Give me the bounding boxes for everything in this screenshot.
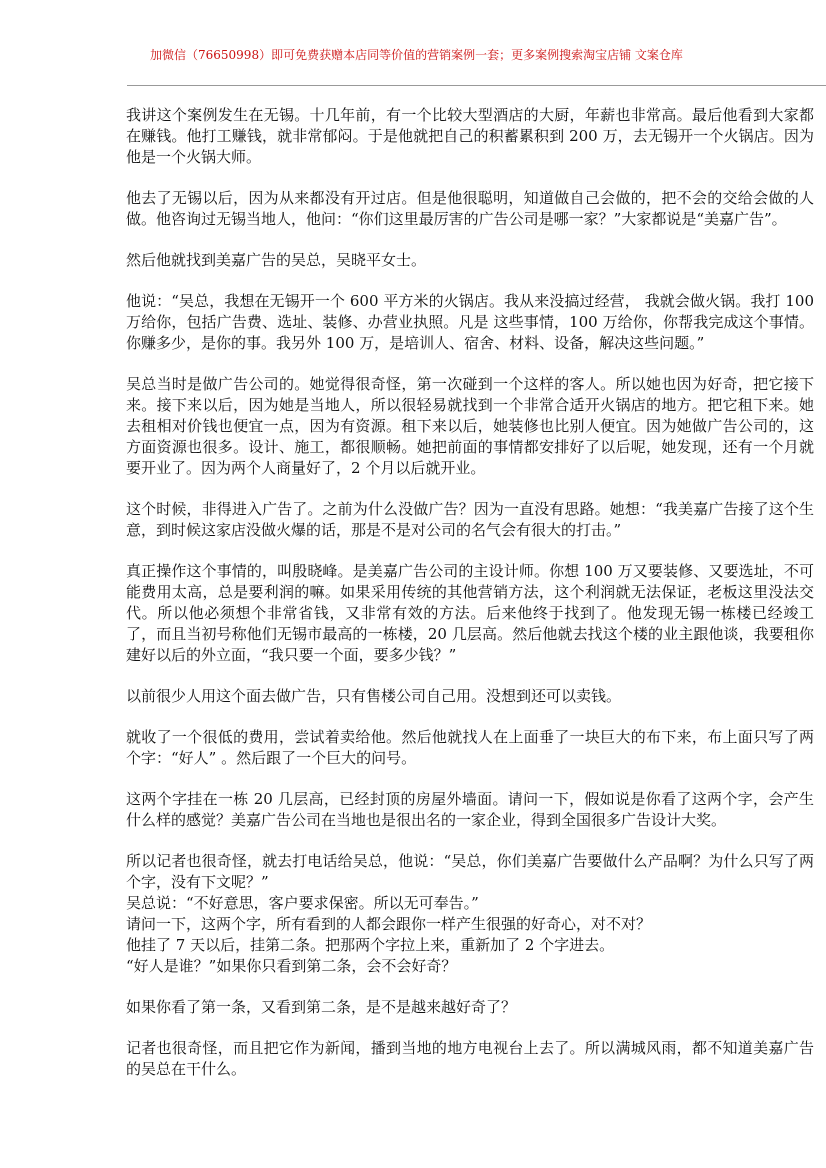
dialogue-line: 所以记者也很奇怪，就去打电话给吴总，他说：“吴总，你们美嘉广告要做什么产品啊？为什么只写了两个字，没有下文呢？” bbox=[126, 852, 814, 891]
paragraph: 他说：“吴总，我想在无锡开一个 600 平方米的火锅店。我从来没搞过经营， 我就会做火锅。我打 100 万给你，包括广告费、选址、装修、办营业执照。凡是 这些事情，100 万给你，你帮我完成这个事情。你赚多少，是你的事。我另外 100 万，是培训人、宿舍、材料、设备，解决这些问题。” bbox=[126, 292, 814, 352]
paragraph: 记者也很奇怪，而且把它作为新闻，播到当地的地方电视台上去了。所以满城风雨，都不知道美嘉广告的吴总在干什么。 bbox=[126, 1039, 814, 1078]
dialogue-line: 他挂了 7 天以后，挂第二条。把那两个字拉上来，重新加了 2 个字进去。 bbox=[126, 936, 615, 954]
page-header bbox=[0, 47, 826, 67]
paragraph: 然后他就找到美嘉广告的吴总，吴晓平女士。 bbox=[126, 251, 427, 269]
header-divider bbox=[127, 85, 826, 86]
paragraph: 这两个字挂在一栋 20 几层高，已经封顶的房屋外墙面。请问一下，假如说是你看了这两个字，会产生什么样的感觉？美嘉广告公司在当地也是很出名的一家企业，得到全国很多广告设计大奖。 bbox=[126, 790, 814, 829]
dialogue-block bbox=[126, 851, 814, 977]
paragraph: 吴总当时是做广告公司的。她觉得很奇怪，第一次碰到一个这样的客人。所以她也因为好奇，把它接下来。接下来以后，因为她是当地人，所以很轻易就找到一个非常合适开火锅店的地方。把它租下来。她去租相对价钱也便宜一点，因为有资源。租下来以后，她装修也比别人便宜。因为她做广告公司的，这方面资源也很多。设计、施工，都很顺畅。她把前面的事情都安排好了以后呢，她发现，还有一个月就要开业了。因为两个人商量好了，2 个月以后就开业。 bbox=[126, 375, 814, 477]
article-body bbox=[126, 105, 814, 1100]
promo-header-text: 加微信（76650998）即可免费获赠本店同等价值的营销案例一套；更多案例搜索淘宝店铺 文案仓库 bbox=[150, 48, 683, 62]
paragraph: 如果你看了第一条，又看到第二条，是不是越来越好奇了？ bbox=[126, 998, 517, 1016]
dialogue-line: 请问一下，这两个字，所有看到的人都会跟你一样产生很强的好奇心，对不对？ bbox=[126, 915, 652, 933]
dialogue-line: “好人是谁？”如果你只看到第二条，会不会好奇？ bbox=[126, 957, 457, 975]
paragraph: 以前很少人用这个面去做广告，只有售楼公司自己用。没想到还可以卖钱。 bbox=[126, 687, 622, 705]
paragraph: 我讲这个案例发生在无锡。十几年前，有一个比较大型酒店的大厨，年薪也非常高。最后他看到大家都在赚钱。他打工赚钱，就非常郁闷。于是他就把自己的积蓄累积到 200 万，去无锡开一个火锅店。因为他是一个火锅大师。 bbox=[126, 106, 814, 166]
paragraph: 真正操作这个事情的，叫殷晓峰。是美嘉广告公司的主设计师。你想 100 万又要装修、又要选址，不可能费用太高，总是要利润的嘛。如果采用传统的其他营销方法，这个利润就无法保证，老板这里没法交代。所以他必须想个非常省钱，又非常有效的方法。后来他终于找到了。他发现无锡一栋楼已经竣工了，而且当初号称他们无锡市最高的一栋楼，20 几层高。然后他就去找这个楼的业主跟他谈，我要租你建好以后的外立面，“我只要一个面，要多少钱？” bbox=[126, 562, 814, 664]
paragraph: 这个时候，非得进入广告了。之前为什么没做广告？因为一直没有思路。她想：“我美嘉广告接了这个生意，到时候这家店没做火爆的话，那是不是对公司的名气会有很大的打击。” bbox=[126, 500, 814, 539]
paragraph: 就收了一个很低的费用，尝试着卖给他。然后他就找人在上面垂了一块巨大的布下来，布上面只写了两个字：“好人” 。然后跟了一个巨大的问号。 bbox=[126, 728, 814, 767]
paragraph: 他去了无锡以后，因为从来都没有开过店。但是他很聪明，知道做自己会做的，把不会的交给会做的人做。他咨询过无锡当地人，他问：“你们这里最厉害的广告公司是哪一家？”大家都说是“美嘉广告”。 bbox=[126, 189, 814, 228]
dialogue-line: 吴总说：“不好意思，客户要求保密。所以无可奉告。” bbox=[126, 894, 479, 912]
